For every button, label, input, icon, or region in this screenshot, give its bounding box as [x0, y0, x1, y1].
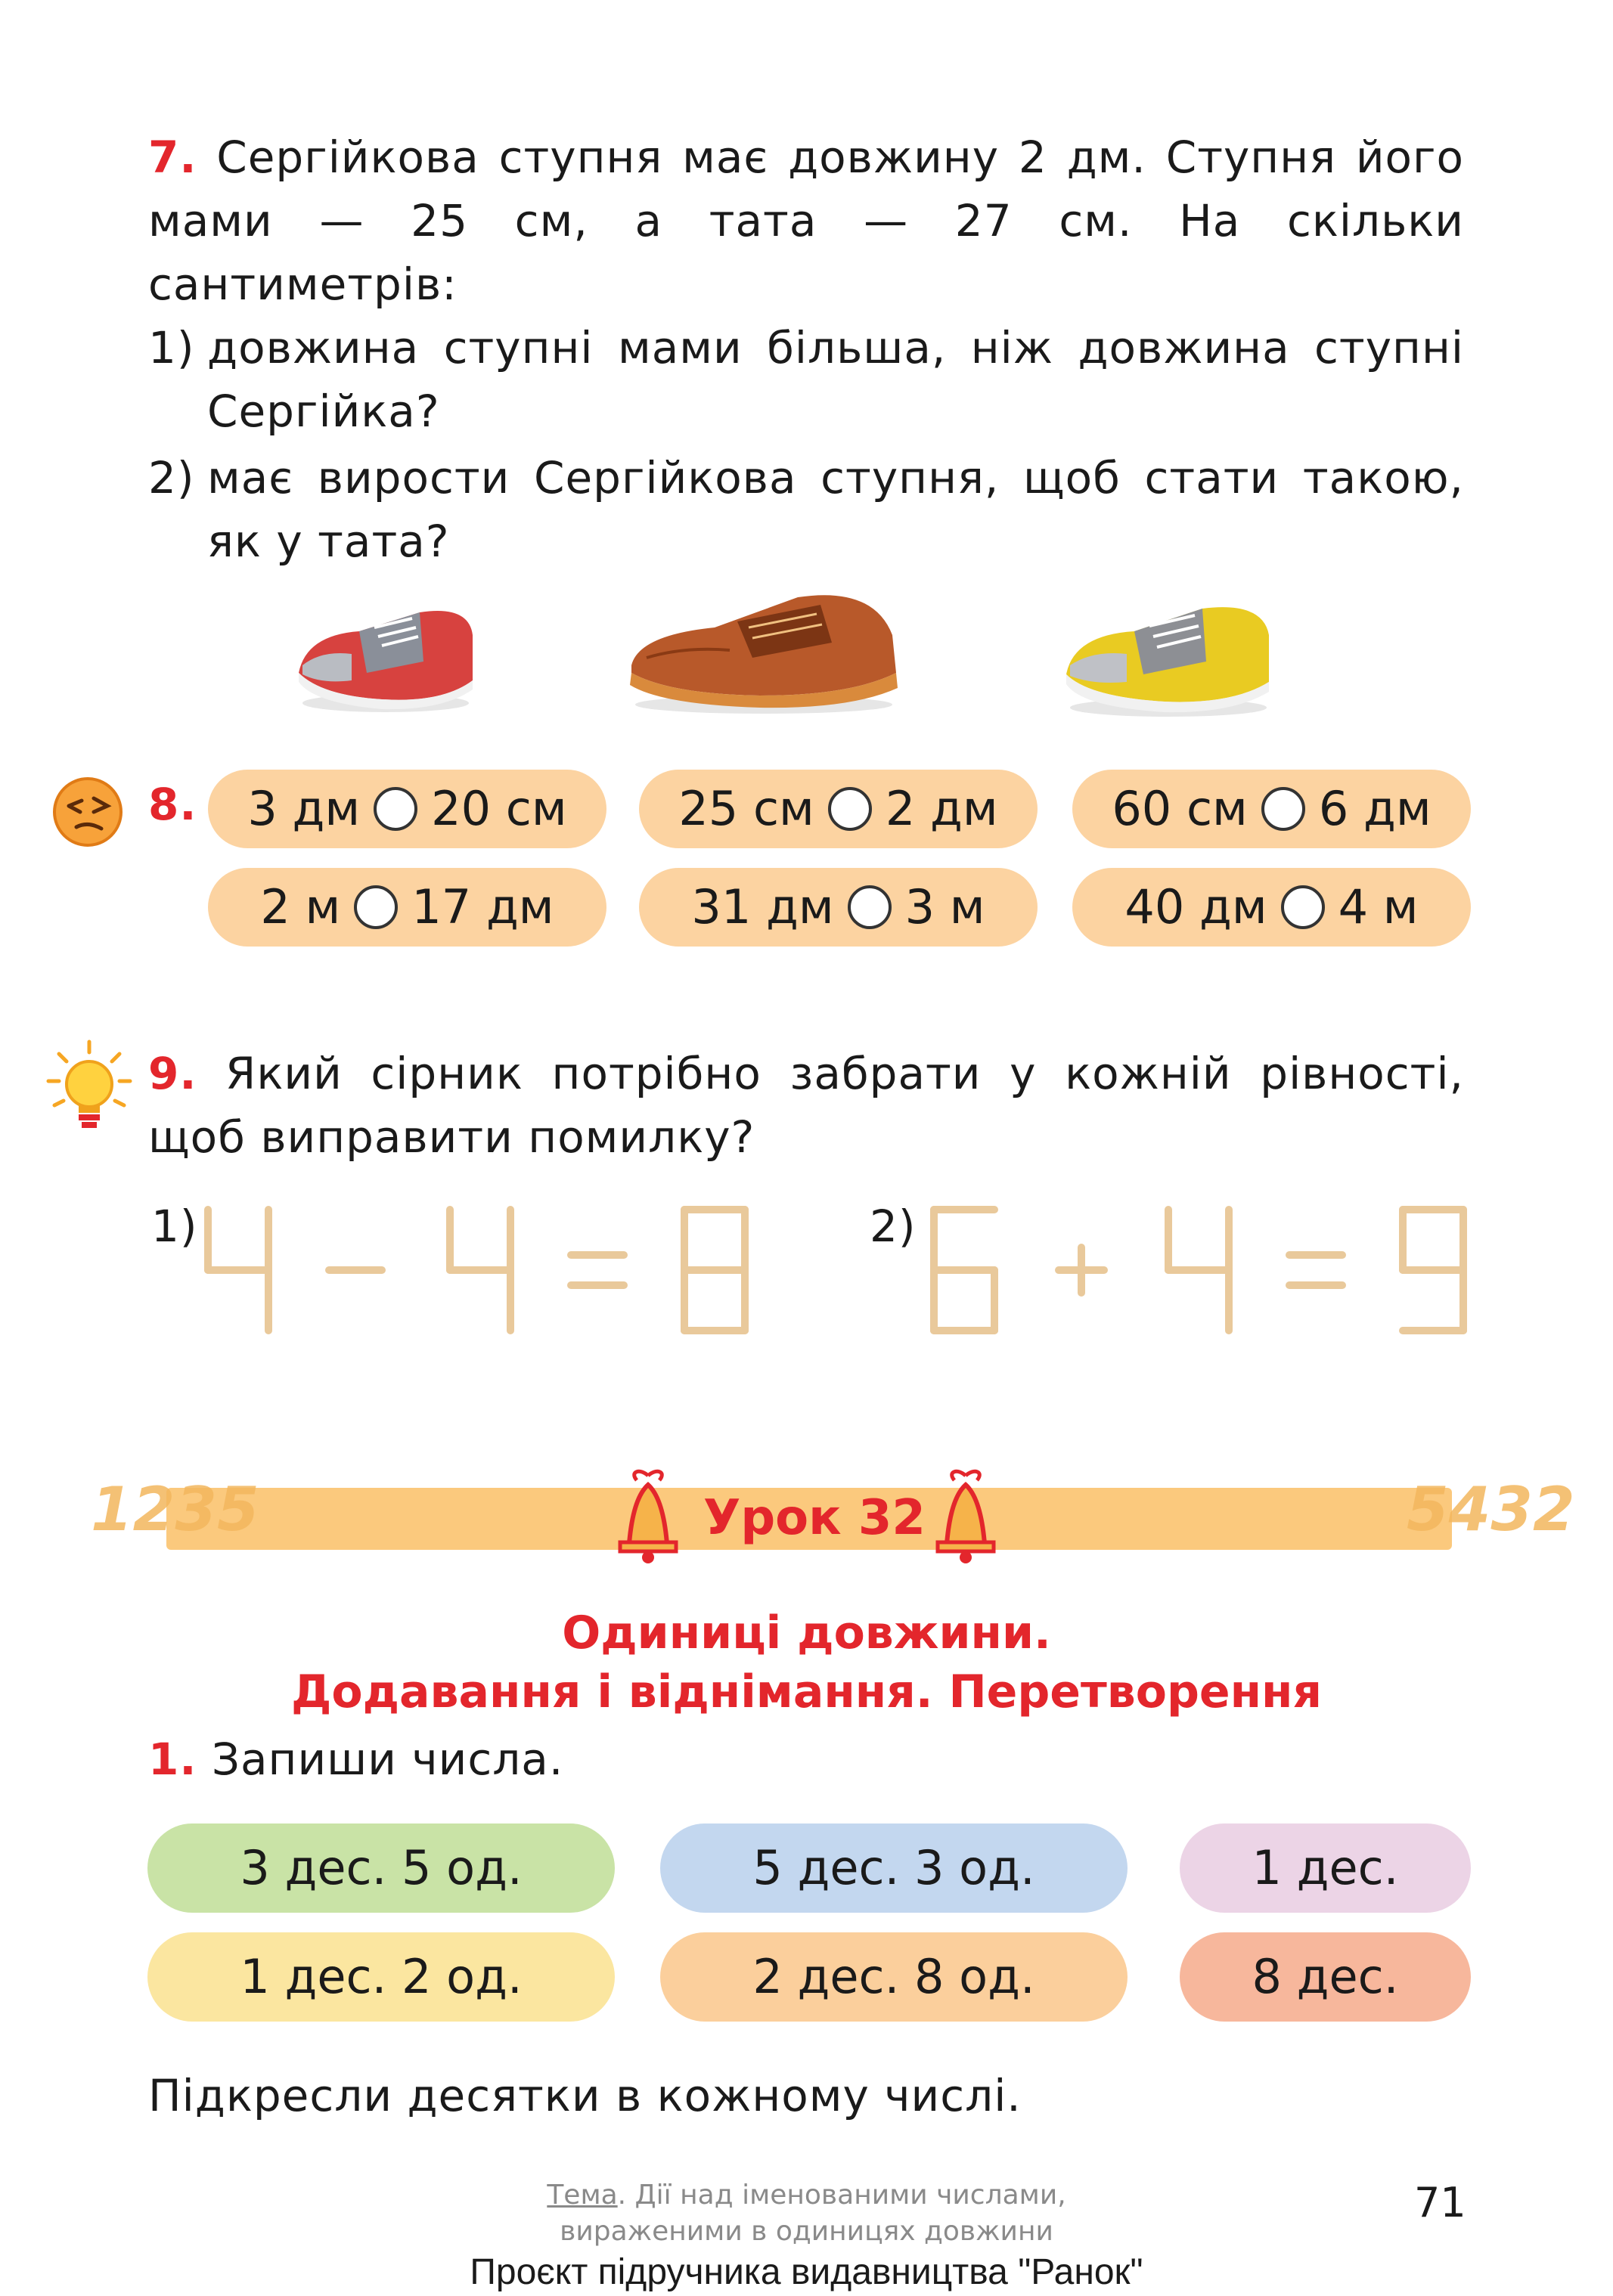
- comparison-6-right: 4 м: [1338, 879, 1419, 934]
- comparison-3-right: 6 дм: [1318, 781, 1432, 836]
- page-number: 71: [1414, 2179, 1466, 2226]
- comparison-6: [1072, 868, 1471, 947]
- equation-1-label: 1): [151, 1201, 198, 1252]
- comparison-2-right: 2 дм: [885, 781, 998, 836]
- lesson-heading-line2: Додавання і віднімання. Перетворення: [290, 1665, 1323, 1718]
- comparison-2-circle[interactable]: [828, 787, 872, 831]
- lightbulb-icon: [44, 1036, 135, 1149]
- number-pill-3: 1 дес.: [1180, 1823, 1471, 1913]
- task7-item-2-text: має вирости Сергійкова ступня, щоб стати такою, як у тата?: [207, 452, 1464, 567]
- task9-number: 9.: [148, 1048, 197, 1099]
- task7-statement: Сергійкова ступня має довжину 2 дм. Ступня його мами — 25 см, а тата — 27 см. На скільки сантиметрів:: [148, 132, 1464, 310]
- bell-icon: [924, 1468, 1007, 1566]
- comparison-4-right: 17 дм: [411, 879, 554, 934]
- task9-statement: Який сірник потрібно забрати у кожній рівності, щоб виправити помилку?: [148, 1048, 1464, 1163]
- task7-number: 7.: [148, 132, 197, 183]
- footer-topic-label: Тема: [547, 2180, 618, 2211]
- task7-item-2: [148, 446, 1464, 573]
- number-pill-4: 1 дес. 2 од.: [147, 1932, 615, 2022]
- shoe-brown-image: [624, 575, 904, 718]
- comparison-1-right: 20 см: [431, 781, 567, 836]
- footer-topic-line2: вираженими в одиницях довжини: [560, 2216, 1053, 2247]
- comparison-5-right: 3 м: [904, 879, 985, 934]
- number-pill-1: 3 дес. 5 од.: [147, 1823, 615, 1913]
- number-pill-6: 8 дес.: [1180, 1932, 1471, 2022]
- task7-item-2-label: 2): [148, 452, 195, 504]
- number-pill-2: 5 дес. 3 од.: [660, 1823, 1128, 1913]
- task1-text: [148, 1727, 563, 1791]
- task7-item-1-label: 1): [148, 322, 195, 373]
- task1-instruction: Підкресли десятки в кожному числі.: [148, 2070, 1022, 2121]
- shoe-yellow-image: [1059, 590, 1278, 722]
- footer-project: Проєкт підручника видавництва "Ранок": [470, 2252, 1143, 2292]
- footer-topic: [0, 2177, 1613, 2214]
- comparison-4-left: 2 м: [260, 879, 341, 934]
- matchstick-equation-1: [193, 1202, 783, 1346]
- banner-deco-right: 5432: [1407, 1474, 1575, 1545]
- task1-number: 1.: [148, 1734, 197, 1785]
- comparison-2-left: 25 см: [678, 781, 814, 836]
- banner-deco-left: 1235: [91, 1474, 259, 1545]
- comparison-3-left: 60 см: [1112, 781, 1248, 836]
- comparison-1-left: 3 дм: [247, 781, 361, 836]
- task7-text: [148, 125, 1464, 316]
- task7-item-1: [148, 316, 1464, 443]
- task7-item-1-text: довжина ступні мами більша, ніж довжина ступні Сергійка?: [207, 322, 1464, 437]
- bell-icon: [606, 1468, 690, 1566]
- equation-2-label: 2): [870, 1201, 917, 1252]
- comparison-4-circle[interactable]: [354, 885, 398, 929]
- task8-number: 8.: [148, 779, 197, 830]
- comparison-5-circle[interactable]: [848, 885, 892, 929]
- comparison-4: [208, 868, 606, 947]
- footer-topic-text: . Дії над іменованими числами,: [617, 2180, 1066, 2211]
- comparison-1: [208, 770, 606, 848]
- comparison-5-left: 31 дм: [691, 879, 834, 934]
- number-pill-5: 2 дес. 8 од.: [660, 1932, 1128, 2022]
- task1-statement: Запиши числа.: [211, 1734, 564, 1785]
- task9-text: [148, 1042, 1464, 1169]
- smiley-icon: [50, 774, 126, 850]
- comparison-3-circle[interactable]: [1261, 787, 1305, 831]
- shoe-red-image: [291, 590, 480, 718]
- comparison-2: [639, 770, 1038, 848]
- comparison-3: [1072, 770, 1471, 848]
- lesson-title: Урок 32: [703, 1490, 926, 1546]
- lesson-heading-line1: Одиниці довжини.: [562, 1607, 1051, 1659]
- comparison-6-left: 40 дм: [1124, 879, 1267, 934]
- comparison-5: [639, 868, 1038, 947]
- matchstick-equation-2: [919, 1202, 1494, 1346]
- comparison-6-circle[interactable]: [1281, 885, 1325, 929]
- comparison-1-circle[interactable]: [374, 787, 417, 831]
